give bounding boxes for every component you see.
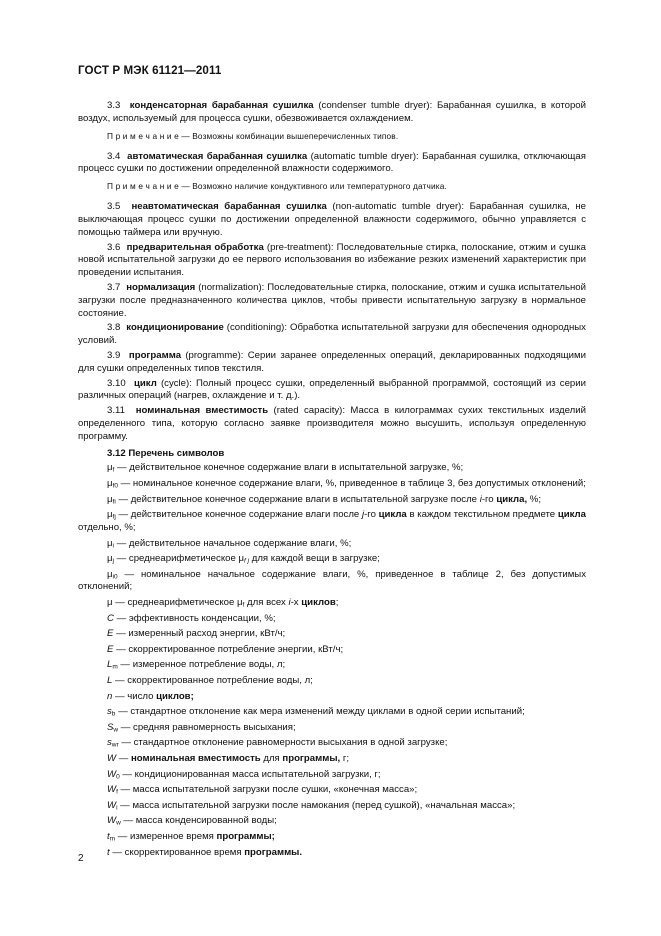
symbol-mu-fi: $\mu_{fi}$ — действительное конечное содержание влаги в испытательной загрузке после i-го цикла, %; <box>107 493 541 506</box>
definition-3-10: 3.10 цикл (cycle): Полный процесс сушки, определенный выбранной программой, состоящий из серии различных операций (нагрев, охлаждение и т. д.). <box>78 377 586 402</box>
document-page <box>78 64 586 862</box>
symbol-mu-i0: $\mu_{i0}$ — номинальное начальное содержание влаги, %, приведенное в таблице 2, без допустимых отклонений; <box>78 568 586 593</box>
symbol-w-i: $W_i$ — масса испытательной загрузки после намокания (перед сушкой), «начальная масса»; <box>107 799 516 812</box>
symbol-l-m: $L_m$ — измеренное потребление воды, л; <box>107 659 286 671</box>
symbol-t-m: $t_m$ — измеренное время программы; <box>107 830 275 843</box>
symbol-w-w: $W_w$ — масса конденсированной воды; <box>107 815 277 827</box>
definition-3-11: 3.11 номинальная вместимость (rated capacity): Масса в килограммах сухих текстильных изделий определенного типа, которую согласно заявке производителя можно высушить, используя определенную программу. <box>78 405 586 442</box>
symbol-mu: μ — среднеарифметическое $\mu_f$ для всех i-х циклов; <box>107 597 339 609</box>
definition-3-8: 3.8 кондиционирование (conditioning): Обработка испытательной загрузки для обеспечения однородных условий. <box>78 322 586 347</box>
definition-3-7: 3.7 нормализация (normalization): Последовательные стирка, полоскание, отжим и сушка испытательной загрузки после предназначенного количества циклов, чтобы привести испытательную загрузку в нормальное состояние. <box>78 281 586 319</box>
symbol-mu-f: $\mu_f$ — действительное конечное содержание влаги в испытательной загрузке, %; <box>107 462 464 474</box>
symbol-t: t — скорректированное время программы. <box>107 846 303 858</box>
standard-header: ГОСТ Р МЭК 61121—2011 <box>78 64 222 77</box>
note-sensor: П р и м е ч а н и е — Возможно наличие кондуктивного или температурного датчика. <box>107 181 447 192</box>
definition-3-3: 3.3 конденсаторная барабанная сушилка (condenser tumble dryer): Барабанная сушилка, в которой воздух, используемый для процесса сушки, обезвоживается охлаждением. <box>78 100 586 124</box>
definition-3-6: 3.6 предварительная обработка (pre-treatment): Последовательные стирка, полоскание, отжим и сушка новой испытательной загрузки до ее первого использования во избежание резких изменений характеристик при проведении испытания. <box>78 241 586 279</box>
symbol-w-0: $W_0$ — кондиционированная масса испытательной загрузки, г; <box>107 768 381 781</box>
symbol-s-w: $S_w$ — средняя равномерность высыхания; <box>107 721 296 734</box>
symbols-heading: 3.12 Перечень символов <box>107 447 225 459</box>
symbol-mu-f0: $\mu_{f0}$ — номинальное конечное содержание влаги, %, приведенное в таблице 3, без допустимых отклонений; <box>107 477 586 490</box>
symbol-c: C — эффективность конденсации, %; <box>107 612 276 624</box>
symbol-l: L — скорректированное потребление воды, л; <box>107 675 313 687</box>
symbol-mu-i: $\mu_i$ — действительное начальное содержание влаги, %; <box>107 537 352 549</box>
page-number: 2 <box>78 853 84 864</box>
symbol-n: n — число циклов; <box>107 690 194 702</box>
symbol-s-wr: $s_{wr}$ — стандартное отклонение равномерности высыхания в одной загрузке; <box>107 737 448 749</box>
symbol-w-f: $W_f$ — масса испытательной загрузки после сушки, «конечная масса»; <box>107 784 418 796</box>
definition-3-9: 3.9 программа (programme): Серии заранее определенных операций, декларированных подходящими для сушки определенных типов текстиля. <box>78 349 586 374</box>
symbol-e-measured: E — измеренный расход энергии, кВт/ч; <box>107 628 286 640</box>
symbol-e-corrected: E — скорректированное потребление энергии, кВт/ч; <box>107 643 344 655</box>
definition-3-5: 3.5 неавтоматическая барабанная сушилка (non-automatic tumble dryer): Барабанная сушилка, не выключающая процесс сушки по достижении определенной влажности содержимого, обычно управляется с помощью таймера или вручную. <box>78 201 586 238</box>
definition-3-4: 3.4 автоматическая барабанная сушилка (automatic tumble dryer): Барабанная сушилка, отключающая процесс сушки по достижении определенной влажности содержимого. <box>78 150 586 175</box>
symbol-mu-j: $\mu_j$ — среднеарифметическое $\mu_{f j}$ для каждой вещи в загрузке; <box>107 553 380 565</box>
symbol-w: W — номинальная вместимость для программы, г; <box>107 753 350 765</box>
symbol-s-b: $s_b$ — стандартное отклонение как мера изменений между циклами в одной серии испытаний; <box>107 706 525 718</box>
symbol-mu-fj: $\mu_{fj}$ — действительное конечное содержание влаги после j-го цикла в каждом текстильном предмете цикла отдельно, %; <box>78 509 586 533</box>
note-combinations: П р и м е ч а н и е — Возможны комбинации вышеперечисленных типов. <box>107 130 399 141</box>
